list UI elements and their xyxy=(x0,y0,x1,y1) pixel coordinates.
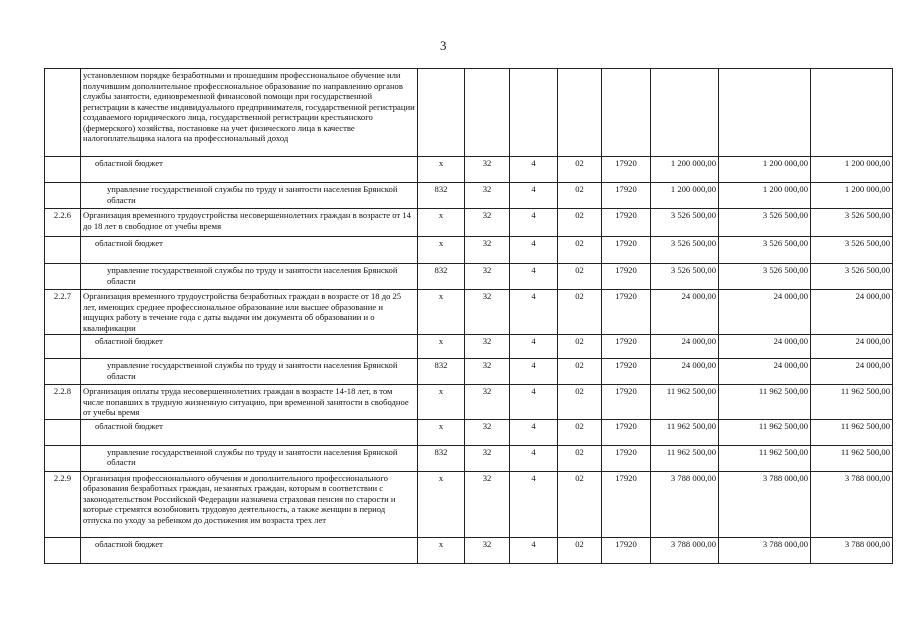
cell-amount-year2: 3 526 500,00 xyxy=(719,264,811,290)
row-description: управление государственной службы по труду и занятости населения Брянской области xyxy=(81,445,418,471)
cell-grbs: x xyxy=(418,157,465,183)
cell-program xyxy=(465,69,510,157)
cell-amount-year2: 3 526 500,00 xyxy=(719,209,811,237)
cell-direction: 17920 xyxy=(602,183,651,209)
cell-subprogram: 4 xyxy=(510,471,558,537)
row-description: установленном порядке безработными и прошедшим профессиональное обучение или получившим дополнительное профессиональное образование по направлению органов службы занятости, единовременной финансовой помощи при государственной регистрации в качестве индивидуального предпринимателя, государственной регистрации создаваемого юридического лица, государственной регистрации крестьянского (фермерского) хозяйства, постановке на учет физического лица в качестве налогоплательщика налога на профессиональный доход xyxy=(81,69,418,157)
cell-program: 32 xyxy=(465,445,510,471)
cell-amount-year2 xyxy=(719,69,811,157)
table-row xyxy=(45,445,893,471)
cell-direction xyxy=(602,69,651,157)
row-description: Организация временного трудоустройства безработных граждан в возрасте от 18 до 25 лет, имеющих среднее профессиональное образование или высшее образование и ищущих работу в течение года с даты выдачи им документа об образовании и о квалификации xyxy=(81,290,418,335)
cell-amount-year1: 11 962 500,00 xyxy=(651,419,719,445)
cell-direction: 17920 xyxy=(602,471,651,537)
cell-subprogram: 4 xyxy=(510,237,558,264)
cell-amount-year1: 3 526 500,00 xyxy=(651,264,719,290)
cell-amount-year2: 11 962 500,00 xyxy=(719,385,811,420)
cell-grbs: x xyxy=(418,237,465,264)
table-row xyxy=(45,157,893,183)
row-description: Организация оплаты труда несовершеннолетних граждан в возрасте 14-18 лет, в том числе попавших в трудную жизненную ситуацию, при временной занятости в свободное от учебы время xyxy=(81,385,418,420)
cell-amount-year1: 11 962 500,00 xyxy=(651,445,719,471)
table-row xyxy=(45,385,893,420)
cell-amount-year3: 3 526 500,00 xyxy=(811,209,893,237)
cell-program: 32 xyxy=(465,209,510,237)
cell-direction: 17920 xyxy=(602,385,651,420)
row-code xyxy=(45,537,81,563)
cell-subprogram: 4 xyxy=(510,385,558,420)
cell-amount-year2: 24 000,00 xyxy=(719,359,811,385)
cell-subprogram: 4 xyxy=(510,537,558,563)
cell-subprogram: 4 xyxy=(510,209,558,237)
row-description: управление государственной службы по труду и занятости населения Брянской области xyxy=(81,264,418,290)
cell-subprogram xyxy=(510,69,558,157)
cell-amount-year3: 11 962 500,00 xyxy=(811,419,893,445)
cell-amount-year3: 3 788 000,00 xyxy=(811,537,893,563)
row-code xyxy=(45,359,81,385)
cell-amount-year3: 1 200 000,00 xyxy=(811,183,893,209)
budget-table xyxy=(44,68,893,564)
table-row xyxy=(45,183,893,209)
table-row xyxy=(45,419,893,445)
cell-direction: 17920 xyxy=(602,537,651,563)
cell-event: 02 xyxy=(558,157,602,183)
cell-grbs: 832 xyxy=(418,264,465,290)
cell-amount-year1: 3 788 000,00 xyxy=(651,471,719,537)
cell-amount-year1: 24 000,00 xyxy=(651,359,719,385)
cell-event: 02 xyxy=(558,264,602,290)
row-code xyxy=(45,157,81,183)
cell-direction: 17920 xyxy=(602,237,651,264)
row-code: 2.2.8 xyxy=(45,385,81,420)
cell-event: 02 xyxy=(558,335,602,359)
row-description: областной бюджет xyxy=(81,335,418,359)
table-row xyxy=(45,471,893,537)
table-row xyxy=(45,359,893,385)
cell-direction: 17920 xyxy=(602,419,651,445)
cell-amount-year3: 3 526 500,00 xyxy=(811,264,893,290)
cell-event: 02 xyxy=(558,445,602,471)
cell-grbs: 832 xyxy=(418,359,465,385)
cell-grbs: x xyxy=(418,419,465,445)
cell-amount-year1: 11 962 500,00 xyxy=(651,385,719,420)
cell-amount-year3: 3 788 000,00 xyxy=(811,471,893,537)
page-number: 3 xyxy=(440,38,447,53)
cell-grbs: x xyxy=(418,290,465,335)
cell-amount-year2: 1 200 000,00 xyxy=(719,157,811,183)
cell-program: 32 xyxy=(465,385,510,420)
row-description: областной бюджет xyxy=(81,419,418,445)
cell-amount-year1: 1 200 000,00 xyxy=(651,157,719,183)
cell-amount-year3: 11 962 500,00 xyxy=(811,445,893,471)
table-row xyxy=(45,335,893,359)
cell-subprogram: 4 xyxy=(510,157,558,183)
cell-program: 32 xyxy=(465,157,510,183)
cell-amount-year2: 1 200 000,00 xyxy=(719,183,811,209)
row-description: управление государственной службы по труду и занятости населения Брянской области xyxy=(81,359,418,385)
cell-amount-year3: 1 200 000,00 xyxy=(811,157,893,183)
table-row xyxy=(45,290,893,335)
cell-program: 32 xyxy=(465,335,510,359)
cell-program: 32 xyxy=(465,419,510,445)
cell-subprogram: 4 xyxy=(510,183,558,209)
table-row xyxy=(45,69,893,157)
cell-program: 32 xyxy=(465,264,510,290)
cell-amount-year2: 24 000,00 xyxy=(719,290,811,335)
cell-grbs: x xyxy=(418,471,465,537)
row-code: 2.2.7 xyxy=(45,290,81,335)
row-description: областной бюджет xyxy=(81,537,418,563)
cell-event: 02 xyxy=(558,419,602,445)
cell-program: 32 xyxy=(465,471,510,537)
cell-direction: 17920 xyxy=(602,335,651,359)
row-code: 2.2.6 xyxy=(45,209,81,237)
table-row xyxy=(45,537,893,563)
cell-subprogram: 4 xyxy=(510,419,558,445)
cell-amount-year2: 3 526 500,00 xyxy=(719,237,811,264)
cell-event: 02 xyxy=(558,183,602,209)
cell-amount-year1: 24 000,00 xyxy=(651,335,719,359)
cell-event: 02 xyxy=(558,237,602,264)
cell-amount-year1 xyxy=(651,69,719,157)
cell-amount-year1: 3 526 500,00 xyxy=(651,237,719,264)
row-code xyxy=(45,335,81,359)
cell-grbs: x xyxy=(418,209,465,237)
cell-direction: 17920 xyxy=(602,445,651,471)
cell-subprogram: 4 xyxy=(510,445,558,471)
row-description: областной бюджет xyxy=(81,157,418,183)
cell-grbs: x xyxy=(418,385,465,420)
cell-amount-year3: 24 000,00 xyxy=(811,335,893,359)
row-code xyxy=(45,445,81,471)
row-code: 2.2.9 xyxy=(45,471,81,537)
cell-program: 32 xyxy=(465,537,510,563)
cell-subprogram: 4 xyxy=(510,335,558,359)
cell-grbs: 832 xyxy=(418,183,465,209)
cell-event: 02 xyxy=(558,290,602,335)
cell-amount-year2: 3 788 000,00 xyxy=(719,537,811,563)
cell-amount-year1: 1 200 000,00 xyxy=(651,183,719,209)
cell-event: 02 xyxy=(558,209,602,237)
table-row xyxy=(45,264,893,290)
cell-grbs: x xyxy=(418,537,465,563)
cell-amount-year2: 3 788 000,00 xyxy=(719,471,811,537)
cell-subprogram: 4 xyxy=(510,290,558,335)
row-description: управление государственной службы по труду и занятости населения Брянской области xyxy=(81,183,418,209)
row-description: областной бюджет xyxy=(81,237,418,264)
table-row xyxy=(45,237,893,264)
cell-program: 32 xyxy=(465,359,510,385)
cell-amount-year3: 24 000,00 xyxy=(811,290,893,335)
cell-amount-year2: 24 000,00 xyxy=(719,335,811,359)
cell-amount-year1: 24 000,00 xyxy=(651,290,719,335)
row-description: Организация временного трудоустройства несовершеннолетних граждан в возрасте от 14 до 18 лет в свободное от учебы время xyxy=(81,209,418,237)
cell-grbs: x xyxy=(418,335,465,359)
cell-event: 02 xyxy=(558,471,602,537)
row-code xyxy=(45,264,81,290)
cell-program: 32 xyxy=(465,183,510,209)
cell-amount-year1: 3 788 000,00 xyxy=(651,537,719,563)
cell-grbs xyxy=(418,69,465,157)
cell-event: 02 xyxy=(558,385,602,420)
cell-program: 32 xyxy=(465,290,510,335)
row-code xyxy=(45,183,81,209)
cell-amount-year3: 3 526 500,00 xyxy=(811,237,893,264)
cell-amount-year3: 24 000,00 xyxy=(811,359,893,385)
row-code xyxy=(45,237,81,264)
cell-amount-year2: 11 962 500,00 xyxy=(719,419,811,445)
cell-amount-year3 xyxy=(811,69,893,157)
cell-direction: 17920 xyxy=(602,359,651,385)
cell-amount-year3: 11 962 500,00 xyxy=(811,385,893,420)
cell-subprogram: 4 xyxy=(510,264,558,290)
cell-direction: 17920 xyxy=(602,209,651,237)
cell-amount-year2: 11 962 500,00 xyxy=(719,445,811,471)
cell-direction: 17920 xyxy=(602,264,651,290)
cell-program: 32 xyxy=(465,237,510,264)
row-description: Организация профессионального обучения и дополнительного профессионального образования безработных граждан, незанятых граждан, которым в соответствии с законодательством Российской Федерации назначена страховая пенсия по старости и которые стремятся возобновить трудовую деятельность, а также женщин в период отпуска по уходу за ребенком до достижения им возраста трех лет xyxy=(81,471,418,537)
cell-amount-year1: 3 526 500,00 xyxy=(651,209,719,237)
cell-direction: 17920 xyxy=(602,290,651,335)
cell-direction: 17920 xyxy=(602,157,651,183)
cell-event xyxy=(558,69,602,157)
table-row xyxy=(45,209,893,237)
row-code xyxy=(45,69,81,157)
cell-event: 02 xyxy=(558,537,602,563)
cell-event: 02 xyxy=(558,359,602,385)
cell-grbs: 832 xyxy=(418,445,465,471)
row-code xyxy=(45,419,81,445)
cell-subprogram: 4 xyxy=(510,359,558,385)
